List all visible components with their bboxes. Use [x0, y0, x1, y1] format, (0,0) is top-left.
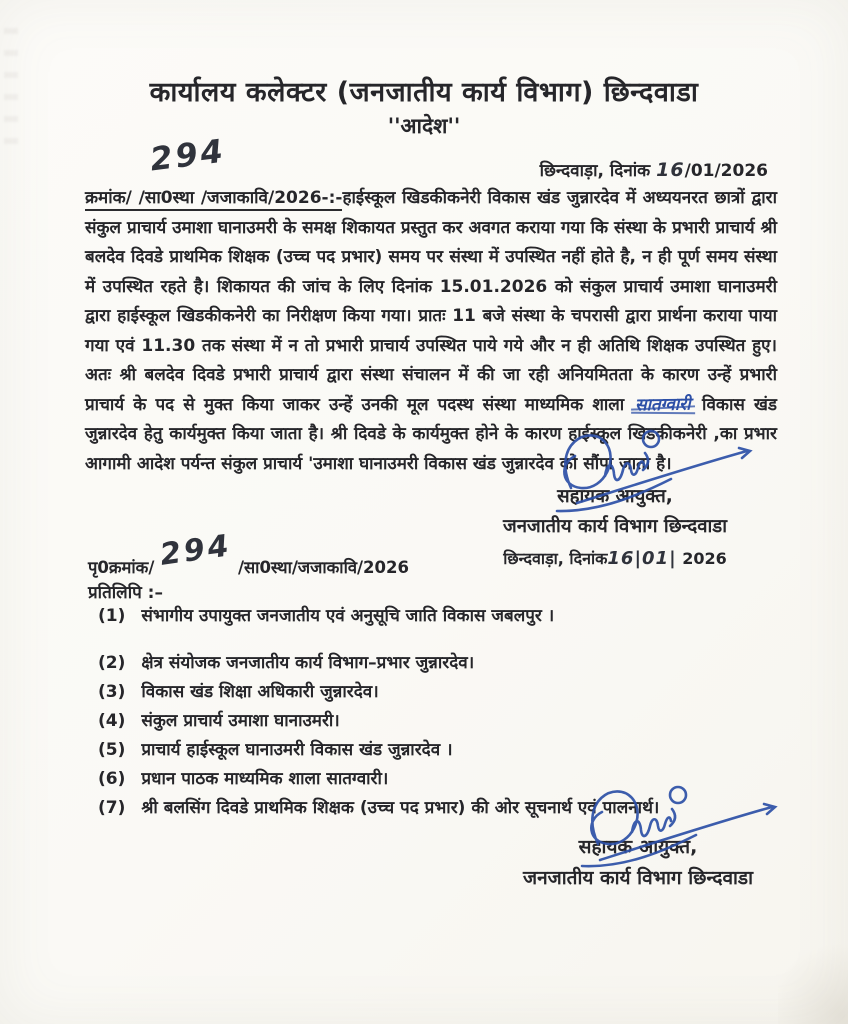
recipient-item: [98, 682, 768, 703]
recipient-text: क्षेत्र संयोजक जनजातीय कार्य विभाग–प्रभार जुन्नारदेव।: [141, 653, 475, 673]
recipient-text: विकास खंड शिक्षा अधिकारी जुन्नारदेव।: [141, 682, 379, 702]
recipient-text: प्राचार्य हाईस्कूल घानाउमरी विकास खंड जुन्नारदेव ।: [141, 740, 453, 760]
recipient-text: संभागीय उपायुक्त जनजातीय एवं अनुसूचि जाति विकास जबलपुर ।: [141, 606, 555, 626]
recipient-list: [98, 606, 768, 827]
signature-block-top: [455, 482, 775, 574]
recipient-number: (7): [98, 798, 126, 818]
date-rest: /01/2026: [684, 161, 768, 181]
dateline-top: [540, 158, 768, 181]
recipient-number: (2): [98, 653, 126, 673]
handwritten-correction: सातग्वारी: [633, 390, 693, 421]
recipient-number: (6): [98, 769, 126, 789]
signature-block-bottom: [468, 832, 808, 894]
copy-to-label: प्रतिलिपि :–: [88, 583, 163, 603]
recipient-item: [98, 798, 768, 819]
handwritten-signature-date: 16|01|: [607, 548, 677, 569]
recipient-text: संकुल प्राचार्य उमाशा घानाउमरी।: [141, 711, 340, 731]
recipient-item: [98, 711, 768, 732]
recipient-text: श्री बलसिंग दिवडे प्राथमिक शिक्षक (उच्च पद प्रभार) की ओर सूचनार्थ एवं पालनार्थ।: [141, 798, 660, 818]
endorsement-suffix: /सा0स्था/जजाकावि/2026: [238, 558, 409, 577]
recipient-item: [98, 740, 768, 761]
order-heading: ''आदेश'': [387, 114, 461, 138]
recipient-item: [98, 606, 768, 627]
signatory-dept: जनजातीय कार्य विभाग छिन्दवाडा: [522, 867, 754, 889]
endorsement-reference-line: [88, 528, 409, 581]
signatory-title: सहायक आयुक्त,: [557, 486, 673, 507]
recipient-item: [98, 769, 768, 790]
recipient-item: [98, 653, 768, 674]
order-body-paragraph: [85, 184, 777, 479]
place-date-label: छिन्दवाड़ा, दिनांक: [539, 161, 657, 181]
reference-number-line: क्रमांक/ /सा0स्था /जजाकावि/2026-:-: [85, 188, 342, 211]
signature-date-year: 2026: [676, 549, 727, 568]
signature-dateline: [455, 544, 775, 574]
recipient-number: (5): [98, 740, 126, 760]
handwritten-endorsement-number: 294: [158, 528, 235, 573]
signatory-dept: जनजातीय कार्य विभाग छिन्दवाडा: [503, 516, 727, 537]
handwritten-dispatch-number: 294: [147, 131, 228, 179]
recipient-number: (3): [98, 682, 126, 702]
recipient-number: (1): [98, 606, 126, 626]
scan-texture-artifact: [778, 934, 848, 1024]
recipient-text: प्रधान पाठक माध्यमिक शाला सातग्वारी।: [141, 769, 389, 789]
recipient-number: (4): [98, 711, 126, 731]
signatory-title: सहायक आयुक्त,: [578, 836, 698, 858]
endorsement-prefix: पृ0क्रमांक/: [88, 558, 155, 577]
page-title: कार्यालय कलेक्टर (जनजातीय कार्य विभाग) छिन्दवाडा: [149, 77, 699, 108]
order-text-part1: हाईस्कूल खिडकीकनेरी विकास खंड जुन्नारदेव में अध्ययनरत छात्रों द्वारा संकुल प्राचार्य उमाशा घानाउमरी के समक्ष शिकायत प्रस्तुत कर अवगत कराया गया कि संस्था के प्रभारी प्राचार्य श्री बलदेव दिवडे प्राथमिक शिक्षक (उच्च पद प्रभार) समय पर संस्था में उपस्थित नहीं होते है, न ही पूर्ण समय संस्था में उपस्थित रहते है। शिकायत की जांच के लिए दिनांक 15.01.2026 को संकुल प्राचार्य उमाशा घानाउमरी द्वारा हाईस्कूल खिडकीकनेरी का निरीक्षण किया गया। प्रातः 11 बजे संस्था के चपरासी द्वारा प्रार्थना कराया पाया गया एवं 11.30 तक संस्था में न तो प्रभारी प्राचार्य उपस्थित पाये गये और न ही अतिथि शिक्षक उपस्थित हुए। अतः श्री बलदेव दिवडे प्रभारी प्राचार्य द्वारा संस्था संचालन में की जा रही अनियमितता के कारण उन्हें प्रभारी प्राचार्य के पद से मुक्त किया जाकर उन्हें उनकी मूल पदस्थ संस्था माध्यमिक शाला: [85, 188, 777, 415]
order-text-part2: विकास खंड जुन्नारदेव हेतु कार्यमुक्त किया जाता है। श्री दिवडे के कार्यमुक्त होने के कारण हाईस्कूल खिडकीकनेरी ,का प्रभार आगामी आदेश पर्यन्त संकुल प्राचार्य 'उमाशा घानाउमरी विकास खंड जुन्नारदेव को सौंपा जाता है।: [85, 394, 777, 474]
signature-date-label: छिन्दवाड़ा, दिनांक: [503, 549, 608, 568]
handwritten-date-day: 16: [656, 159, 685, 181]
